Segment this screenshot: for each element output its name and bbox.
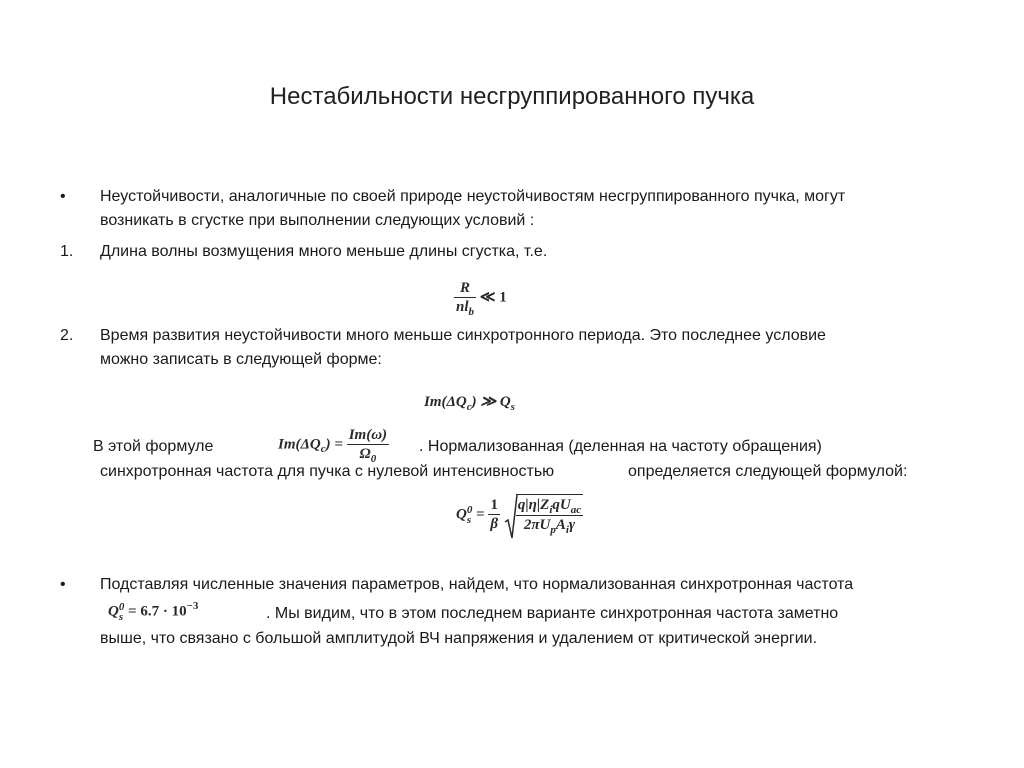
formula-wavelength-condition: $\frac{R}{nl_b}$ ≪ 1 bbox=[456, 280, 507, 318]
bullet2-line1: Подставляя численные значения параметров, найдем, что нормализованная синхротронная частота bbox=[100, 576, 854, 593]
formula-im-delta-qc: $Im(\Delta Q_c)$ = $\frac{Im(\omega)}{\Omega_0}$ bbox=[278, 427, 388, 465]
para-intro: В этой формуле bbox=[93, 438, 214, 455]
formula-growth-condition: $Im(\Delta Q_c)$ ≫ $Q_s$ bbox=[424, 394, 515, 413]
bullet-marker: • bbox=[60, 576, 66, 593]
list-number-2: 2. bbox=[60, 327, 74, 344]
item2-line1: Время развития неустойчивости много меньше синхротронного периода. Это последнее условие bbox=[100, 327, 826, 344]
para-line2b: определяется следующей формулой: bbox=[628, 463, 908, 480]
list-number-1: 1. bbox=[60, 243, 74, 260]
para-line1-rest: . Нормализованная (деленная на частоту обращения) bbox=[419, 438, 822, 455]
page-title: Нестабильности несгруппированного пучка bbox=[269, 83, 755, 110]
item1-text: Длина волны возмущения много меньше длины сгустка, т.е. bbox=[100, 243, 548, 260]
item2-line2: можно записать в следующей форме: bbox=[100, 351, 382, 368]
bullet2-line2: . Мы видим, что в этом последнем варианте синхротронная частота заметно bbox=[266, 605, 839, 622]
bullet-marker: • bbox=[60, 188, 66, 205]
bullet1-line1: Неустойчивости, аналогичные по своей природе неустойчивостям несгруппированного пучка, могут bbox=[100, 188, 846, 205]
para-line2a: синхротронная частота для пучка с нулевой интенсивностью bbox=[100, 463, 555, 480]
formula-synchrotron-tune: Q 0 s = $\frac{1}{\beta}$ $\frac{q|\eta|Z_iqU_{ac}}{2\pi U_pA_i\gamma}$ bbox=[456, 494, 583, 535]
formula-tune-value: Q 0 s = $6.7 \cdot 10^{-3}$ bbox=[108, 600, 199, 623]
bullet2-line3: выше, что связано с большой амплитудой ВЧ напряжения и удалением от критической энергии. bbox=[100, 630, 818, 647]
sqrt-sign-icon bbox=[504, 494, 518, 540]
bullet1-line2: возникать в сгустке при выполнении следующих условий : bbox=[100, 212, 535, 229]
